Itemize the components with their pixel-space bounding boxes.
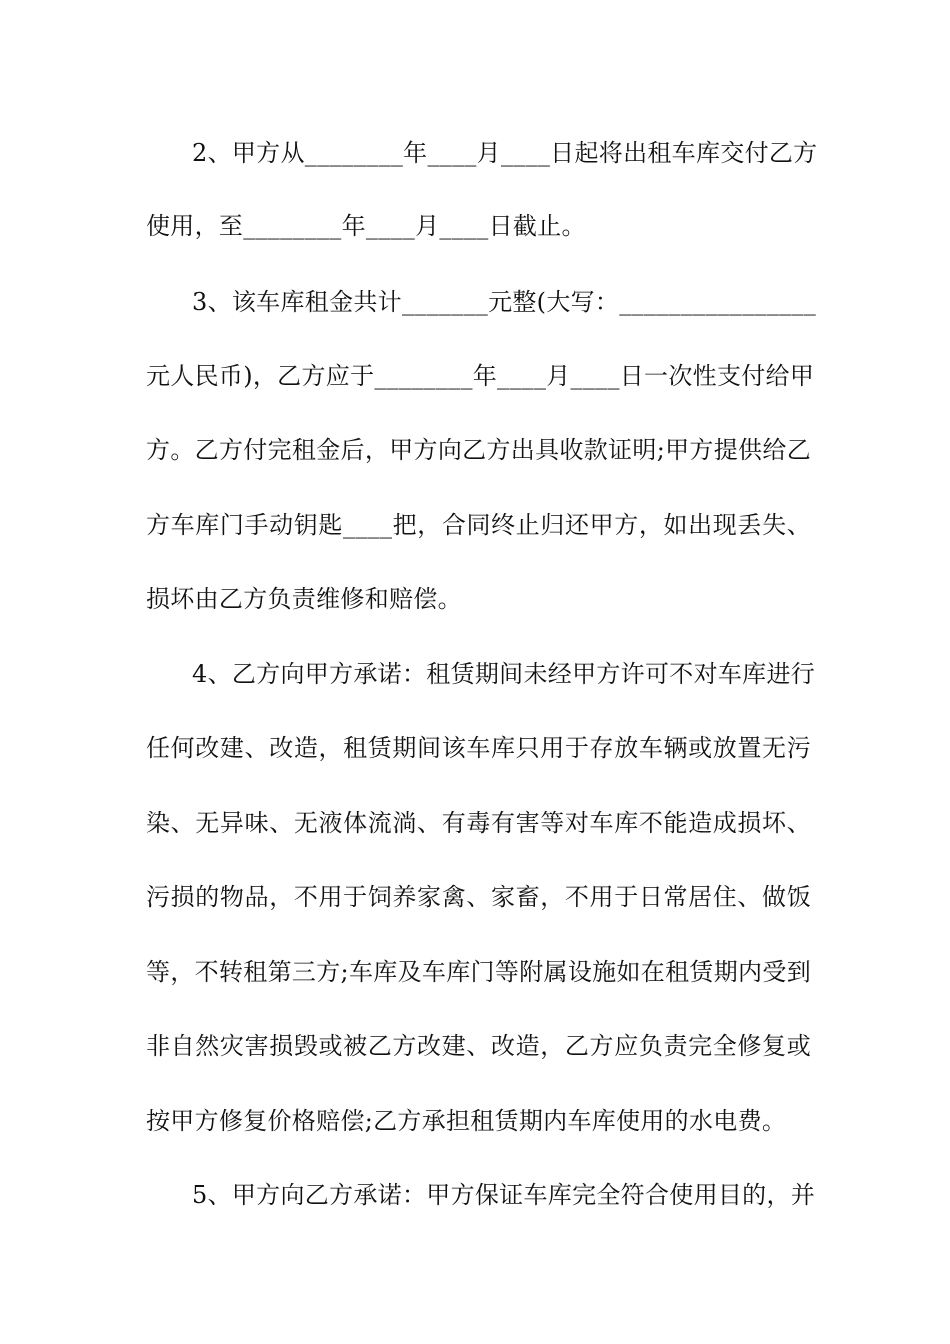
paragraph-3-line-2: 元人民币)，乙方应于________年____月____日一次性支付给甲 xyxy=(146,362,815,390)
paragraph-4-line-7: 按甲方修复价格赔偿;乙方承担租赁期内车库使用的水电费。 xyxy=(146,1107,787,1135)
paragraph-3-line-5: 损坏由乙方负责维修和赔偿。 xyxy=(146,585,462,613)
paragraph-4-line-2: 任何改建、改造，租赁期间该车库只用于存放车辆或放置无污 xyxy=(146,734,811,762)
paragraph-2-line-2: 使用，至________年____月____日截止。 xyxy=(146,212,586,240)
paragraph-4-line-5: 等，不转租第三方;车库及车库门等附属设施如在租赁期内受到 xyxy=(146,958,811,986)
paragraph-4-line-4: 污损的物品，不用于饲养家禽、家畜，不用于日常居住、做饭 xyxy=(146,883,811,911)
paragraph-3-line-1: 3、该车库租金共计_______元整(大写：________________ xyxy=(192,288,817,316)
paragraph-2-line-1: 2、甲方从________年____月____日起将出租车库交付乙方 xyxy=(192,139,818,167)
paragraph-4-line-1: 4、乙方向甲方承诺：租赁期间未经甲方许可不对车库进行 xyxy=(192,660,816,688)
paragraph-3-line-3: 方。乙方付完租金后，甲方向乙方出具收款证明;甲方提供给乙 xyxy=(146,436,811,464)
paragraph-5-line-1: 5、甲方向乙方承诺：甲方保证车库完全符合使用目的，并 xyxy=(192,1181,816,1209)
paragraph-3-line-4: 方车库门手动钥匙____把，合同终止归还甲方，如出现丢失、 xyxy=(146,511,811,539)
paragraph-4-line-3: 染、无异味、无液体流淌、有毒有害等对车库不能造成损坏、 xyxy=(146,809,811,837)
paragraph-4-line-6: 非自然灾害损毁或被乙方改建、改造，乙方应负责完全修复或 xyxy=(146,1032,811,1060)
